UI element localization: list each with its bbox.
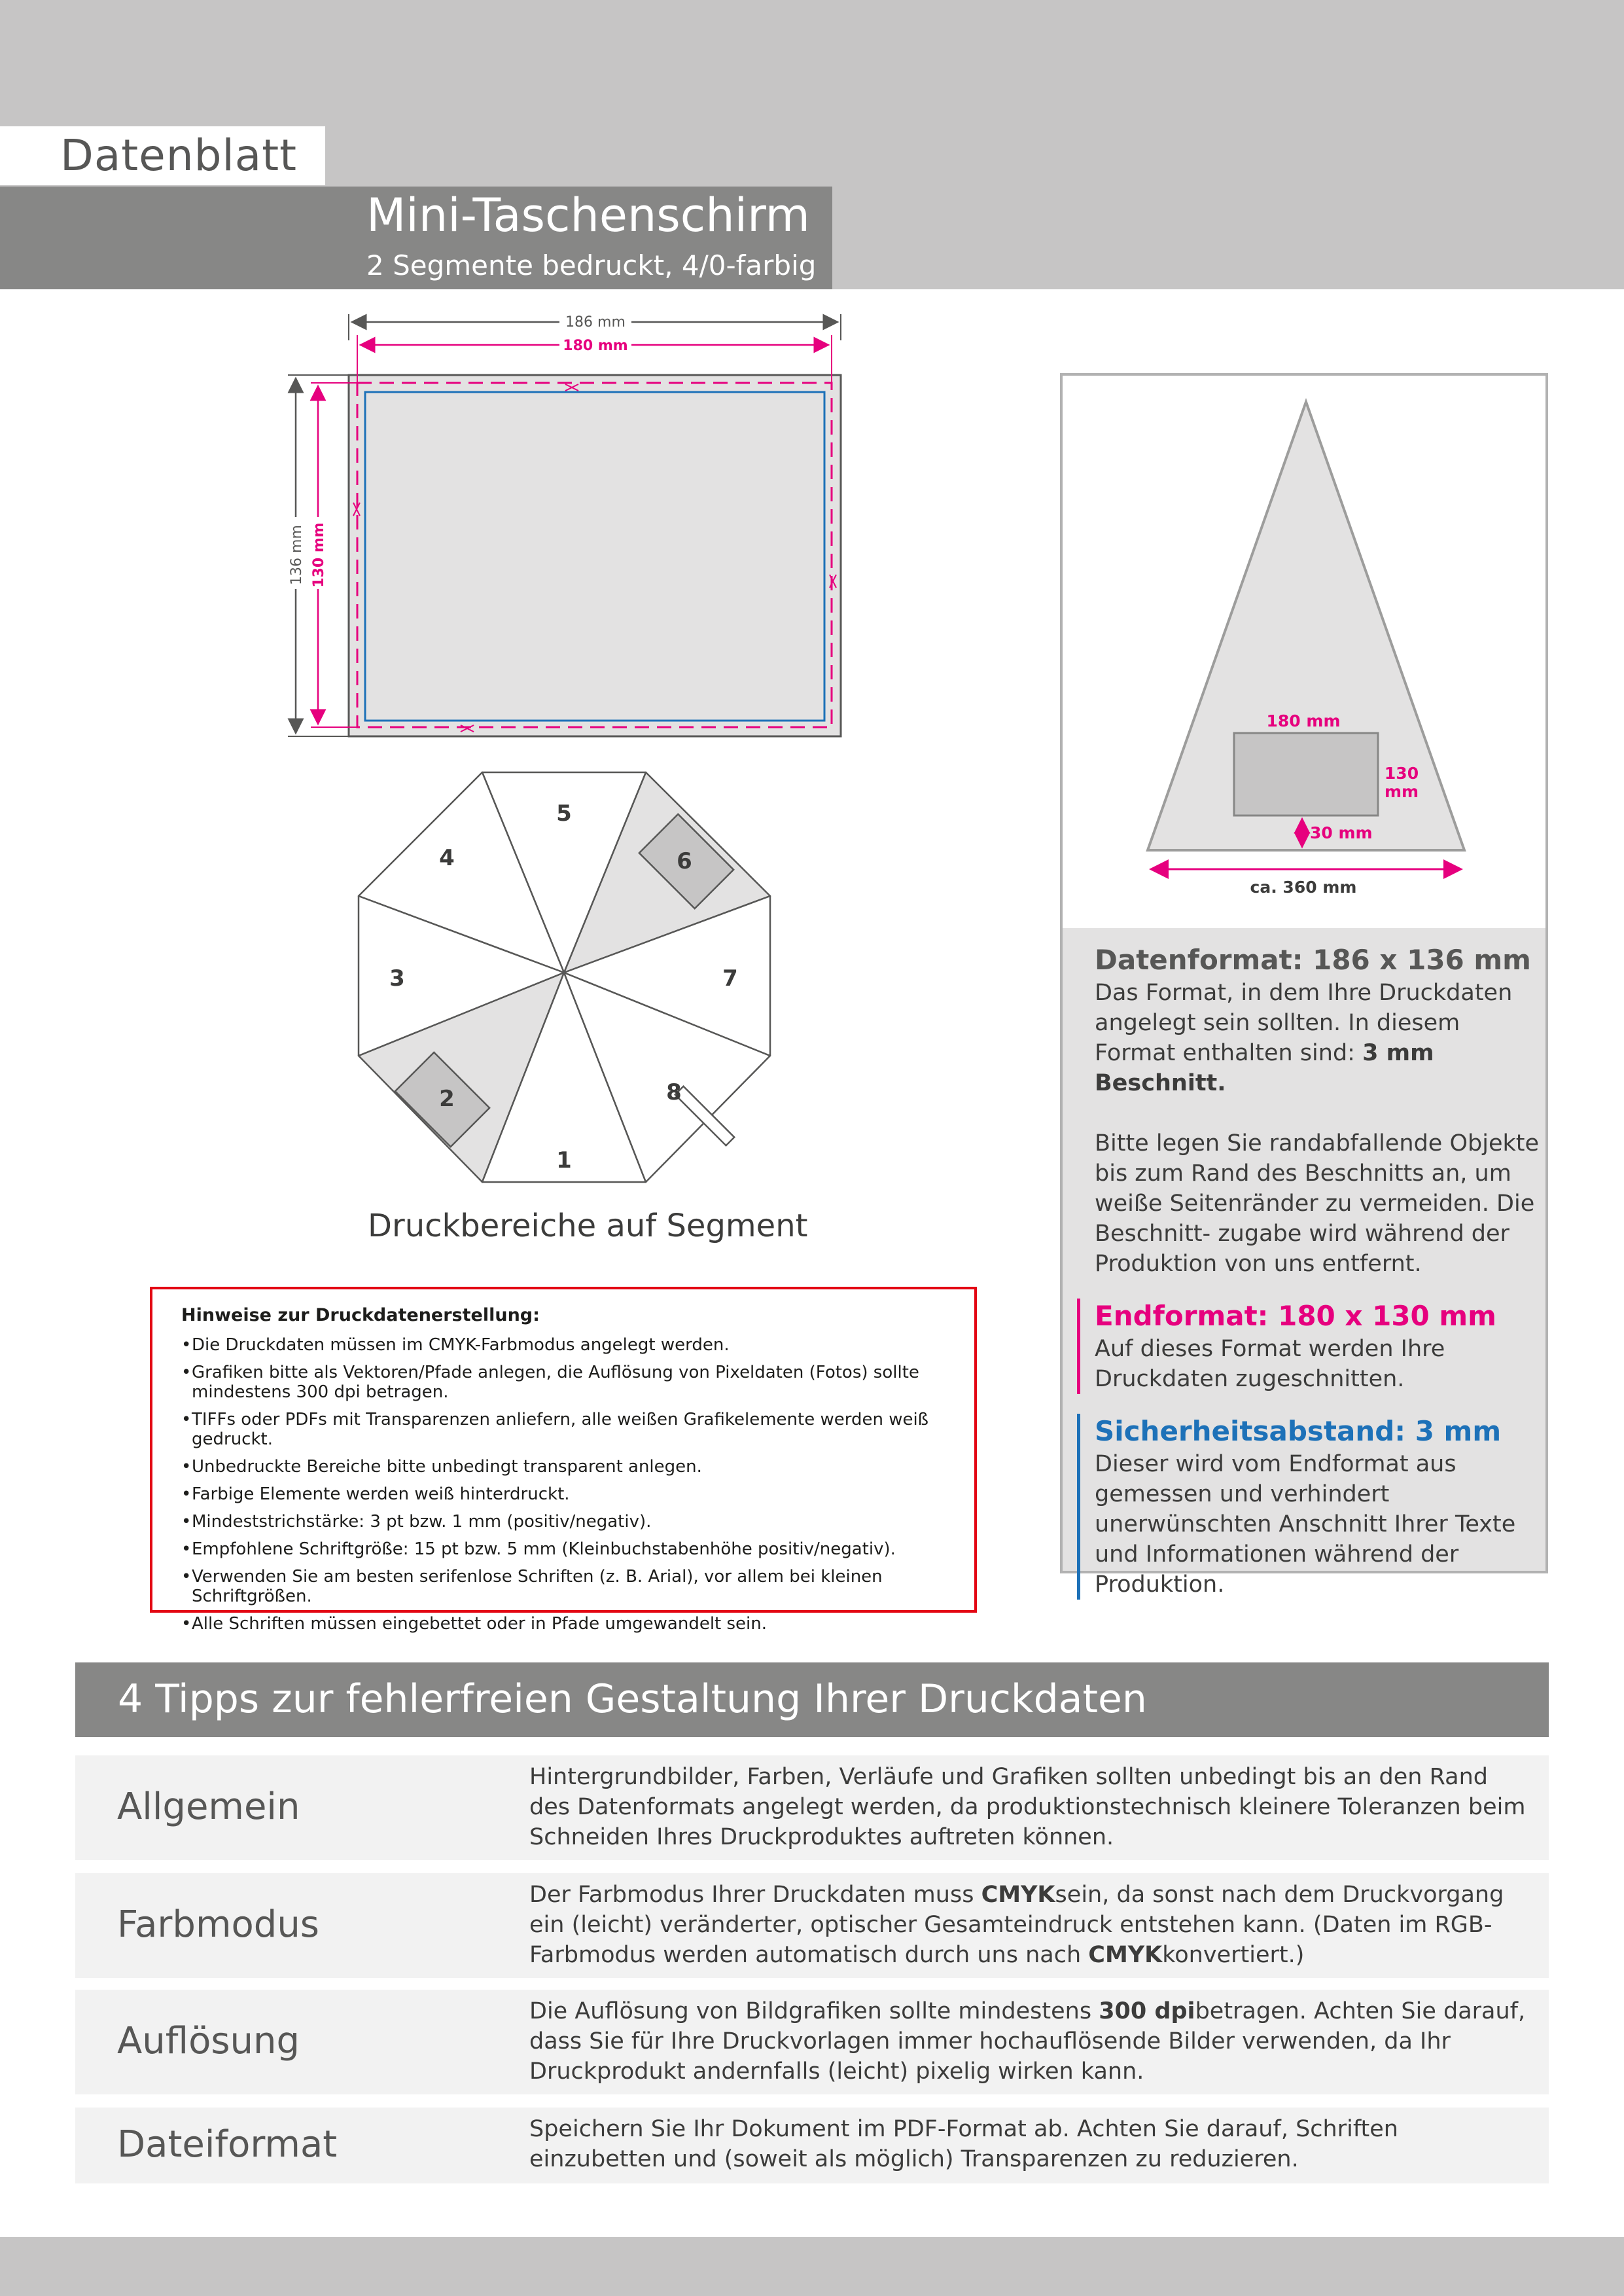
tip-text-part: betragen. Achten Sie darauf, dass Sie für Ihre Druckvorlagen immer hochauflösende Bilder verwenden, da Ihr Druckprodukt andernfalls (leicht) pixelig wirken kann.	[529, 1998, 1526, 2085]
hints-list	[181, 1335, 948, 1634]
tip-text: Speichern Sie Ihr Dokument im PDF-Format ab. Achten Sie darauf, Schriften einzubetten und (soweit als möglich) Transparenzen zu reduzieren.	[529, 2116, 1398, 2172]
tips-title: 4 Tipps zur fehlerfreien Gestaltung Ihrer Druckdaten	[118, 1676, 1147, 1722]
triangle-height-label: 130	[1384, 764, 1419, 783]
datenformat-text-bold: 3 mm Beschnitt.	[1095, 1040, 1434, 1096]
tip-text-part: sein, da sonst nach dem Druckvorgang ein (leicht) veränderter, optischer Gesamteindruck entstehen kann. (Daten im RGB-Farbmodus werden automatisch durch uns nach	[529, 1882, 1504, 1968]
datenformat-text-part: Das Format, in dem Ihre Druckdaten angelegt sein sollten. In diesem Format enthalten sind:	[1095, 980, 1513, 1066]
tip-label: Farbmodus	[117, 1903, 319, 1946]
endformat-block	[1077, 1299, 1540, 1394]
segment-label-5: 5	[556, 800, 572, 827]
sicherheit-block	[1077, 1414, 1540, 1600]
tip-text: Hintergrundbilder, Farben, Verläufe und Grafiken sollten unbedingt bis an den Rand des Datenformats angelegt werden, da produktionstechnisch kleinere Toleranzen beim Schneiden Ihres Druckproduktes auftreten können.	[529, 1764, 1526, 1850]
sicherheit-title: Sicherheitsabstand: 3 mm	[1095, 1415, 1502, 1447]
segment-label-8: 8	[666, 1079, 682, 1105]
segment-label-4: 4	[439, 845, 455, 871]
doc-type-label: Datenblatt	[60, 130, 298, 181]
endformat-text: Auf dieses Format werden Ihre Druckdaten zugeschnitten.	[1095, 1336, 1445, 1392]
width-inner-label: 180 mm	[563, 338, 628, 354]
hint-item: • TIFFs oder PDFs mit Transparenzen anliefern, alle weißen Grafikelemente werden weiß gedruckt.	[181, 1410, 948, 1449]
outer-format-rect	[349, 375, 841, 736]
tip-label: Auflösung	[117, 2020, 300, 2062]
hint-item: • Empfohlene Schriftgröße: 15 pt bzw. 5 mm (Kleinbuchstabenhöhe positiv/negativ).	[181, 1539, 948, 1559]
beschnitt-text: Bitte legen Sie randabfallende Objekte bis zum Rand des Beschnitts an, um weiße Seitenränder zu vermeiden. Die Beschnitt- zugabe wird während der Produktion von uns entfernt.	[1095, 1130, 1540, 1277]
product-title: Mini-Taschenschirm	[366, 188, 810, 242]
segment-label-6: 6	[677, 848, 692, 874]
tip-text-bold: CMYK	[981, 1882, 1055, 1908]
tip-text-bold: CMYK	[1088, 1942, 1163, 1968]
triangle-height-unit: mm	[1384, 782, 1419, 801]
tip-row-aufloesung	[75, 1990, 1549, 2094]
tip-row-dateiformat	[75, 2108, 1549, 2183]
tip-row-farbmodus	[75, 1873, 1549, 1978]
sicherheit-text: Dieser wird vom Endformat aus gemessen und verhindert unerwünschten Anschnitt Ihrer Texte und Informationen während der Produktion.	[1095, 1451, 1516, 1598]
hint-item: • Die Druckdaten müssen im CMYK-Farbmodus angelegt werden.	[181, 1335, 948, 1355]
datenformat-text	[1095, 978, 1540, 1098]
segment-label-1: 1	[556, 1147, 572, 1174]
hints-title: Hinweise zur Druckdatenerstellung:	[181, 1305, 540, 1325]
print-hints-box	[150, 1287, 977, 1634]
endformat-title: Endformat: 180 x 130 mm	[1095, 1300, 1496, 1332]
info-text	[1095, 942, 1540, 1600]
tip-text-part: konvertiert.)	[1162, 1942, 1305, 1968]
hint-item: • Grafiken bitte als Vektoren/Pfade anlegen, die Auflösung von Pixeldaten (Fotos) sollte mindestens 300 dpi betragen.	[181, 1363, 948, 1402]
hint-item: • Verwenden Sie am besten serifenlose Schriften (z. B. Arial), vor allem bei kleinen Schriftgrößen.	[181, 1567, 948, 1606]
print-area-rect	[1234, 733, 1378, 816]
height-outer-label: 136 mm	[289, 525, 305, 585]
hint-item: • Mindeststrichstärke: 3 pt bzw. 1 mm (positiv/negativ).	[181, 1512, 948, 1532]
segment-label-7: 7	[722, 965, 738, 992]
segment-label-3: 3	[389, 965, 405, 992]
hint-item: • Alle Schriften müssen eingebettet oder in Pfade umgewandelt sein.	[181, 1614, 948, 1634]
width-outer-label: 186 mm	[565, 314, 626, 331]
tip-label: Allgemein	[117, 1785, 300, 1828]
segment-label-2: 2	[439, 1086, 455, 1112]
triangle-base-label: ca. 360 mm	[1250, 878, 1357, 897]
triangle-offset-label: 30 mm	[1310, 823, 1373, 842]
triangle-diagram	[1063, 376, 1545, 928]
product-subtitle: 2 Segmente bedruckt, 4/0-farbig	[366, 249, 817, 281]
tip-text	[529, 1996, 1530, 2087]
tip-text	[529, 1880, 1530, 1970]
hint-item: • Unbedruckte Bereiche bitte unbedingt transparent anlegen.	[181, 1457, 948, 1477]
hint-item: • Farbige Elemente werden weiß hinterdruckt.	[181, 1484, 948, 1504]
tip-text-bold: 300 dpi	[1099, 1998, 1195, 2024]
segments-caption: Druckbereiche auf Segment	[368, 1208, 808, 1244]
format-diagram	[275, 301, 864, 746]
height-inner-label: 130 mm	[311, 522, 327, 588]
tip-label: Dateiformat	[117, 2123, 338, 2166]
datenformat-title: Datenformat: 186 x 136 mm	[1095, 944, 1531, 976]
tip-row-allgemein	[75, 1755, 1549, 1860]
triangle-width-label: 180 mm	[1266, 711, 1341, 730]
umbrella-segments-diagram	[340, 759, 785, 1204]
tip-text-part: Die Auflösung von Bildgrafiken sollte mindestens	[529, 1998, 1099, 2024]
footer-band	[0, 2237, 1624, 2296]
tip-text-part: Der Farbmodus Ihrer Druckdaten muss	[529, 1882, 981, 1908]
